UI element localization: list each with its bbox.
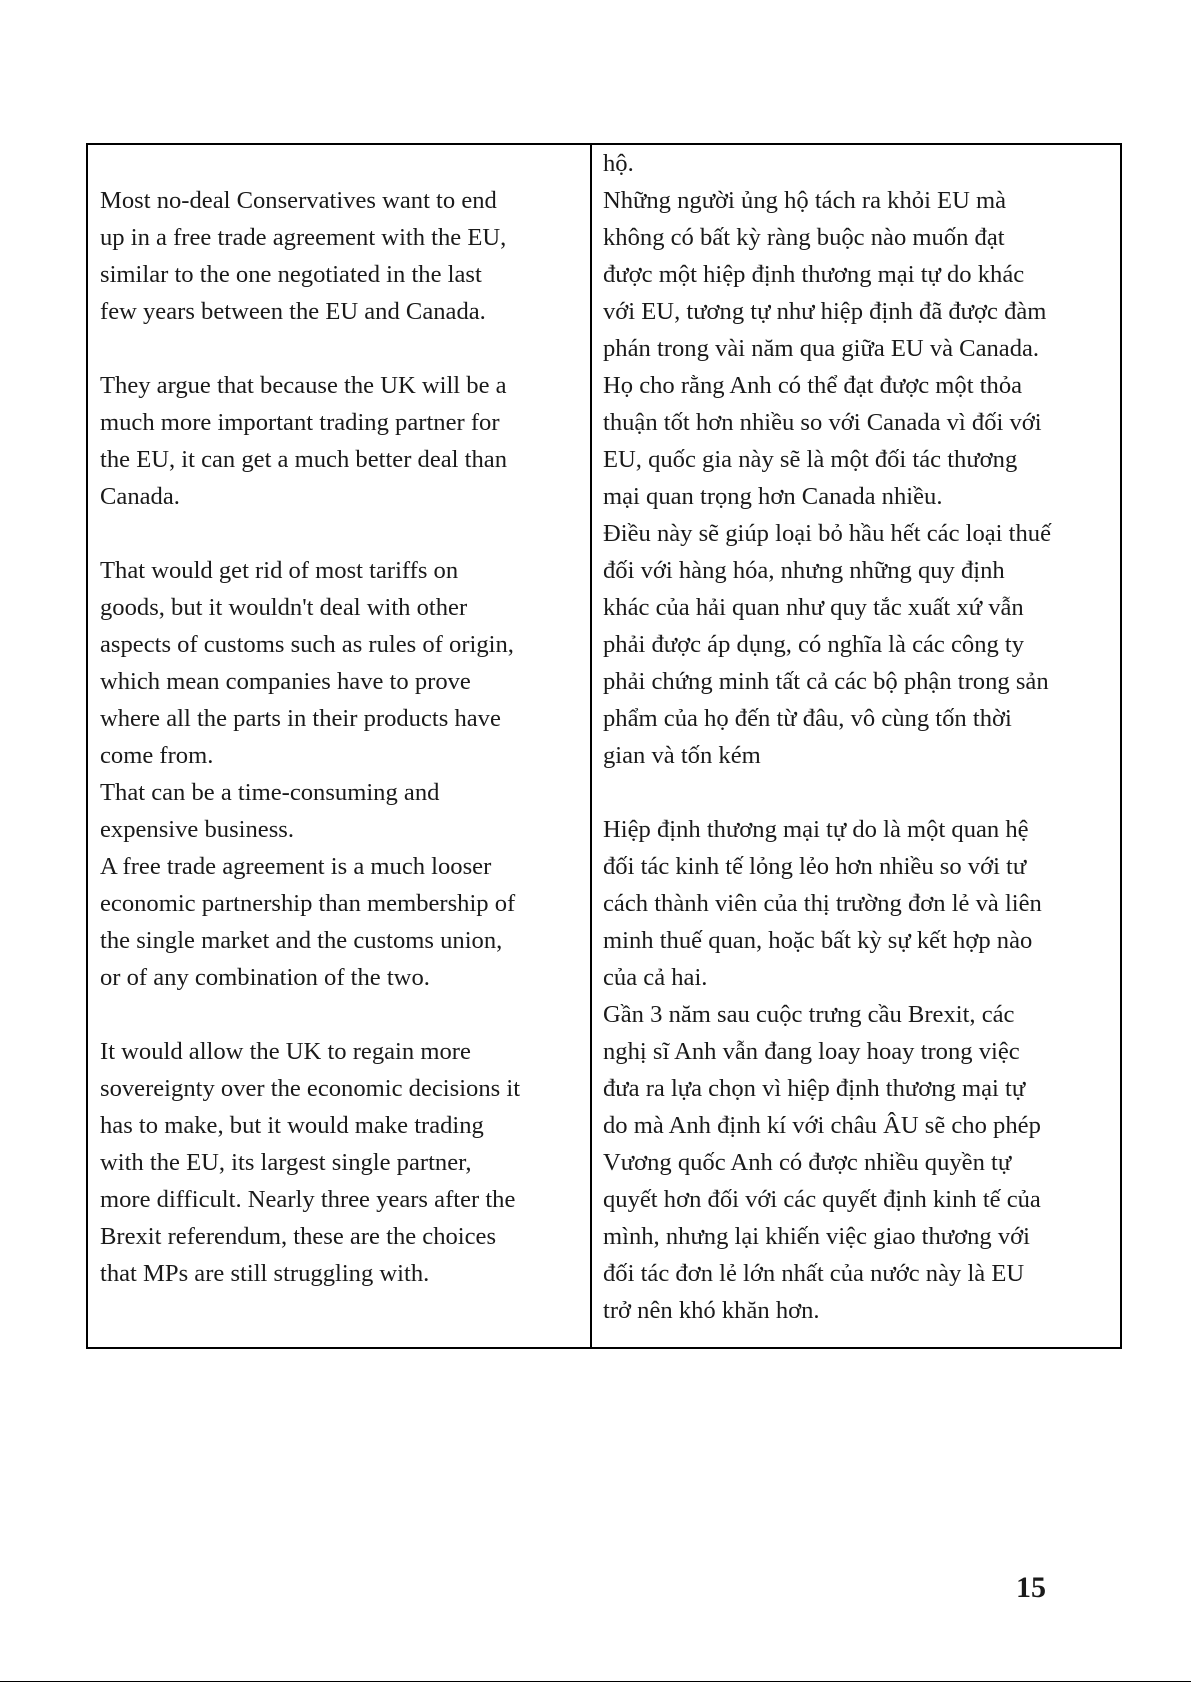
text-line: đưa ra lựa chọn vì hiệp định thương mại tự (603, 1075, 1026, 1102)
bilingual-table (86, 143, 1122, 1349)
text-line: aspects of customs such as rules of origin, (100, 631, 514, 658)
text-line: the EU, it can get a much better deal than (100, 446, 507, 473)
english-paragraph-2 (100, 367, 580, 515)
text-line: phán trong vài năm qua giữa EU và Canada. (603, 335, 1040, 362)
text-line: do mà Anh định kí với châu ÂU sẽ cho phép (603, 1112, 1041, 1139)
text-line: similar to the one negotiated in the last (100, 261, 482, 288)
english-column (88, 145, 592, 1347)
text-line: come from. (100, 742, 214, 769)
page-number: 15 (1016, 1571, 1046, 1604)
text-line: đối tác kinh tế lỏng lẻo hơn nhiều so với tư (603, 853, 1027, 880)
text-line: Gần 3 năm sau cuộc trưng cầu Brexit, các (603, 1001, 1015, 1028)
text-line: gian và tốn kém (603, 742, 761, 769)
text-line: Những người ủng hộ tách ra khỏi EU mà (603, 187, 1007, 214)
english-paragraph-1 (100, 182, 580, 330)
text-line: cách thành viên của thị trường đơn lẻ và liên (603, 890, 1042, 917)
text-line: that MPs are still struggling with. (100, 1260, 430, 1287)
text-line: đối với hàng hóa, nhưng những quy định (603, 557, 1005, 584)
text-line: khác của hải quan như quy tắc xuất xứ vẫn (603, 594, 1024, 621)
vietnamese-column (592, 145, 1120, 1347)
text-line: mình, nhưng lại khiến việc giao thương với (603, 1223, 1030, 1250)
text-line: much more important trading partner for (100, 409, 500, 436)
text-line: đối tác đơn lẻ lớn nhất của nước này là EU (603, 1260, 1025, 1287)
text-line: minh thuế quan, hoặc bất kỳ sự kết hợp nào (603, 927, 1033, 954)
text-line: sovereignty over the economic decisions it (100, 1075, 521, 1102)
text-line: which mean companies have to prove (100, 668, 471, 695)
text-line: hộ. (603, 150, 634, 177)
text-line: nghị sĩ Anh vẫn đang loay hoay trong việc (603, 1038, 1020, 1065)
text-line: Họ cho rằng Anh có thể đạt được một thỏa (603, 372, 1023, 399)
text-line: or of any combination of the two. (100, 964, 430, 991)
text-line: has to make, but it would make trading (100, 1112, 484, 1139)
text-line: phải được áp dụng, có nghĩa là các công ty (603, 631, 1025, 658)
text-line: quyết hơn đối với các quyết định kinh tế của (603, 1186, 1041, 1213)
text-line: A free trade agreement is a much looser (100, 853, 492, 880)
text-line: It would allow the UK to regain more (100, 1038, 471, 1065)
text-line: không có bất kỳ ràng buộc nào muốn đạt (603, 224, 1005, 251)
text-line: Vương quốc Anh có được nhiều quyền tự (603, 1149, 1012, 1176)
english-paragraph-3 (100, 552, 580, 996)
text-line: goods, but it wouldn't deal with other (100, 594, 468, 621)
text-line: Most no-deal Conservatives want to end (100, 187, 497, 214)
text-line: the single market and the customs union, (100, 927, 503, 954)
text-line: của cả hai. (603, 964, 708, 991)
text-line: EU, quốc gia này sẽ là một đối tác thương (603, 446, 1018, 473)
text-line: được một hiệp định thương mại tự do khác (603, 261, 1025, 288)
text-line: mại quan trọng hơn Canada nhiều. (603, 483, 943, 510)
page-bottom-rule (0, 1681, 1191, 1682)
text-line: Brexit referendum, these are the choices (100, 1223, 497, 1250)
text-line: few years between the EU and Canada. (100, 298, 486, 325)
vietnamese-paragraph-1 (603, 145, 1112, 774)
vietnamese-paragraph-2 (603, 811, 1112, 1329)
text-line: expensive business. (100, 816, 294, 843)
text-line: thuận tốt hơn nhiều so với Canada vì đối với (603, 409, 1042, 436)
text-line: up in a free trade agreement with the EU, (100, 224, 507, 251)
text-line: với EU, tương tự như hiệp định đã được đàm (603, 298, 1047, 325)
text-line: with the EU, its largest single partner, (100, 1149, 472, 1176)
text-line: Canada. (100, 483, 180, 510)
text-line: That can be a time-consuming and (100, 779, 440, 806)
text-line: where all the parts in their products have (100, 705, 501, 732)
text-line: more difficult. Nearly three years after the (100, 1186, 516, 1213)
text-line: They argue that because the UK will be a (100, 372, 507, 399)
text-line: Điều này sẽ giúp loại bỏ hầu hết các loại thuế (603, 520, 1052, 547)
text-line: economic partnership than membership of (100, 890, 516, 917)
text-line: phải chứng minh tất cả các bộ phận trong sản (603, 668, 1049, 695)
text-line: trở nên khó khăn hơn. (603, 1297, 820, 1324)
text-line: Hiệp định thương mại tự do là một quan hệ (603, 816, 1029, 843)
text-line: That would get rid of most tariffs on (100, 557, 459, 584)
english-paragraph-4 (100, 1033, 580, 1292)
text-line: phẩm của họ đến từ đâu, vô cùng tốn thời (603, 705, 1012, 732)
